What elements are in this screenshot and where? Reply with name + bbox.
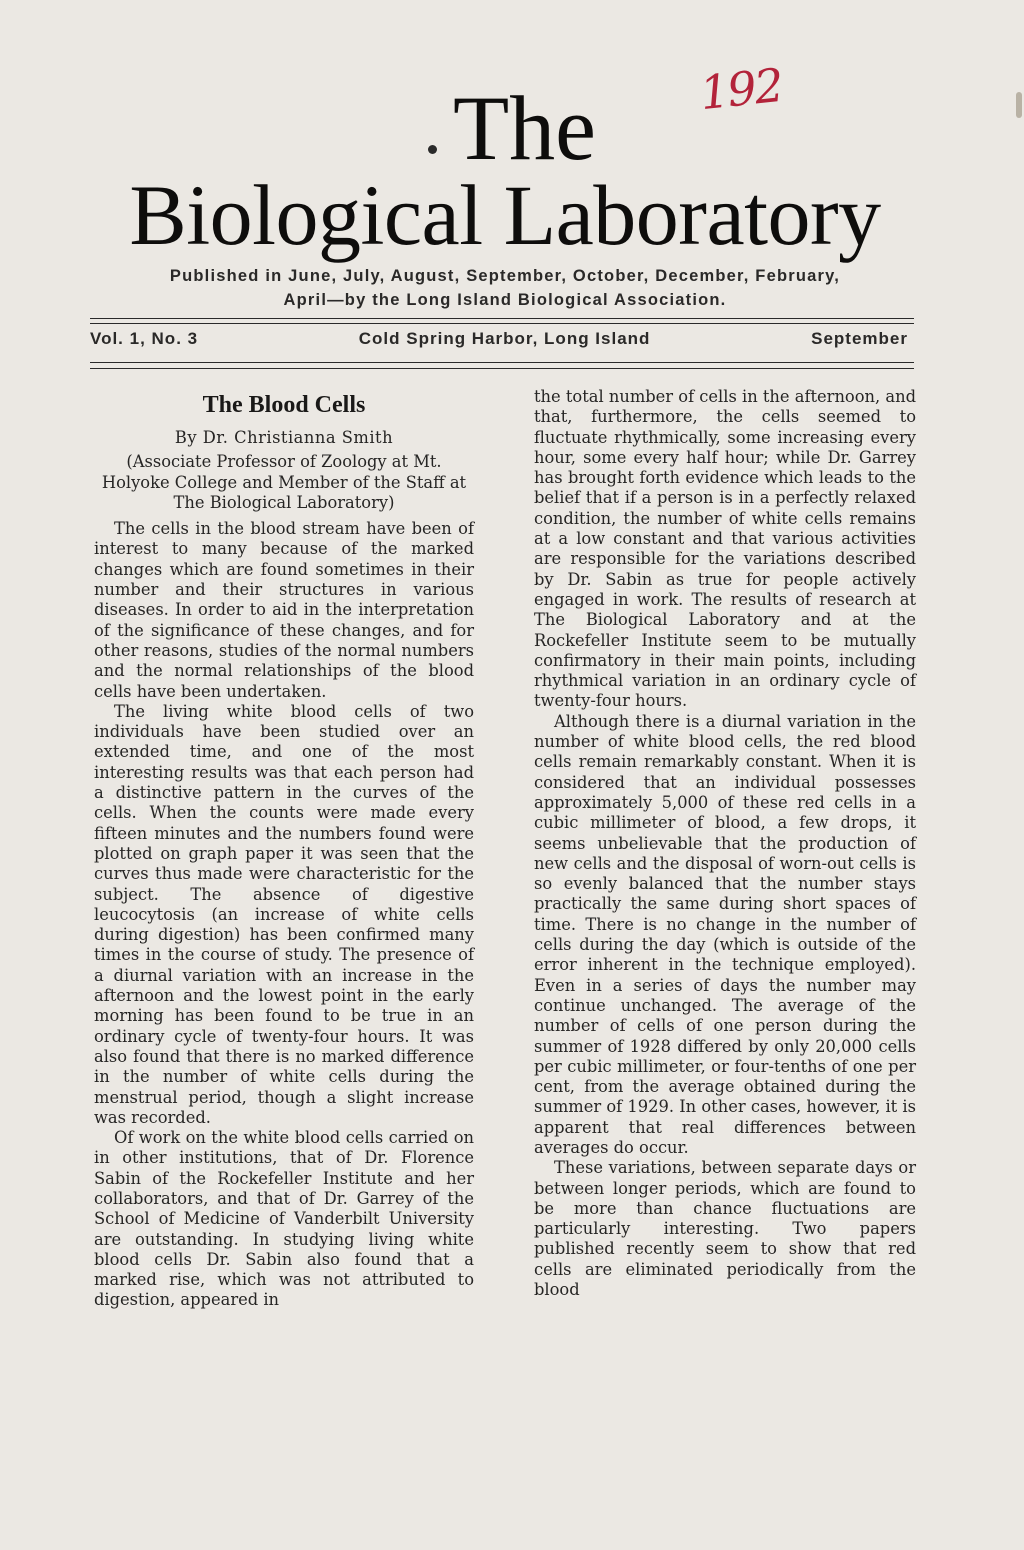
masthead-title: Biological Laboratory bbox=[129, 167, 881, 263]
masthead-the bbox=[0, 78, 1024, 178]
article-column-right bbox=[534, 387, 916, 1300]
header-rule-top-thin bbox=[90, 323, 914, 324]
ornament-dot-icon bbox=[428, 145, 437, 154]
header-rule-bottom bbox=[90, 362, 914, 363]
handwritten-page-number: 192 bbox=[697, 57, 785, 121]
header-rule-top bbox=[90, 318, 914, 319]
right-paragraph-1: the total number of cells in the afternoon, and that, furthermore, the cells seemed to fluctuate rhythmically, some increasing every hour, some every half hour; while Dr. Garrey has brought forth evidence which leads to the belief that if a person is in a perfectly relaxed condition, the number of white cells remains at a low constant and that various activities are responsible for the variations described by Dr. Sabin as true for people actively engaged in work. The results of research at The Biological Laboratory and at the Rockefeller Institute seem to be mutually confirmatory in their main points, including rhythmical variation in an ordinary cycle of twenty-four hours. bbox=[534, 387, 916, 711]
article-byline: By Dr. Christianna Smith bbox=[174, 428, 394, 447]
issue-volume: Vol. 1, No. 3 bbox=[90, 329, 199, 348]
masthead-the-text: The bbox=[452, 77, 597, 179]
left-paragraph-1: The cells in the blood stream have been of interest to many because of the marked changes which are found sometimes in their number and their structures in various diseases. In order to aid in the interpretation of the significance of these changes, and for other reasons, studies of the normal numbers and the normal relationships of the blood cells have been undertaken. bbox=[94, 519, 474, 701]
article-title: The Blood Cells bbox=[202, 392, 366, 418]
publication-info-line-1: Published in June, July, August, September, October, December, February, bbox=[169, 267, 841, 285]
header-rule-bottom-thin bbox=[90, 368, 914, 369]
left-paragraph-3: Of work on the white blood cells carried on in other institutions, that of Dr. Florence Sabin of the Rockefeller Institute and her collaborators, and that of Dr. Garrey of the School of Medicine of Vanderbilt University are outstanding. In studying living white blood cells Dr. Sabin also found that a marked rise, which was not attributed to digestion, appeared in bbox=[94, 1128, 474, 1310]
issue-line bbox=[90, 329, 908, 349]
article-column-left bbox=[94, 388, 474, 1311]
issue-location: Cold Spring Harbor, Long Island bbox=[358, 329, 651, 348]
right-paragraph-3: These variations, between separate days or between longer periods, which are found to be more than chance fluctuations are particularly interesting. Two papers published recently seem to show that red cells are eliminated periodically from the blood bbox=[534, 1158, 916, 1300]
right-paragraph-2: Although there is a diurnal variation in the number of white blood cells, the red blood cells remain remarkably constant. When it is considered that an individual possesses approximately 5,000 of these red cells in a cubic millimeter of blood, a few drops, it seems unbelievable that the production of new cells and the disposal of worn-out cells is so evenly balanced that the number stays practically the same during short spaces of time. There is no change in the number of cells during the day (which is outside of the error inherent in the technique employed). Even in a series of days the number may continue unchanged. The average of the number of cells of one person during the summer of 1928 differed by only 20,000 cells per cubic millimeter, or four-tenths of one per cent, from the average obtained during the summer of 1929. In other cases, however, it is apparent that real differences between averages do occur. bbox=[534, 711, 916, 1157]
left-paragraph-2: The living white blood cells of two individuals have been studied over an extended time, and one of the most interesting results was that each person had a distinctive pattern in the curves of the cells. When the counts were made every fifteen minutes and the numbers found were plotted on graph paper it was seen that the curves thus made were characteristic for the subject. The absence of digestive leucocytosis (an increase of white cells during digestion) has been confirmed many times in the course of study. The presence of a diurnal variation with an increase in the afternoon and the lowest point in the early morning has been found to be true in an ordinary cycle of twenty-four hours. It was also found that there is no marked difference in the number of white cells during the menstrual period, though a slight increase was recorded. bbox=[94, 701, 474, 1127]
issue-month: September bbox=[811, 329, 908, 348]
publication-info bbox=[90, 264, 920, 312]
article-affiliation: (Associate Professor of Zoology at Mt. Holyoke College and Member of the Staff at The Biological Laboratory) bbox=[101, 452, 467, 512]
publication-info-line-2: April—by the Long Island Biological Association. bbox=[283, 291, 727, 309]
